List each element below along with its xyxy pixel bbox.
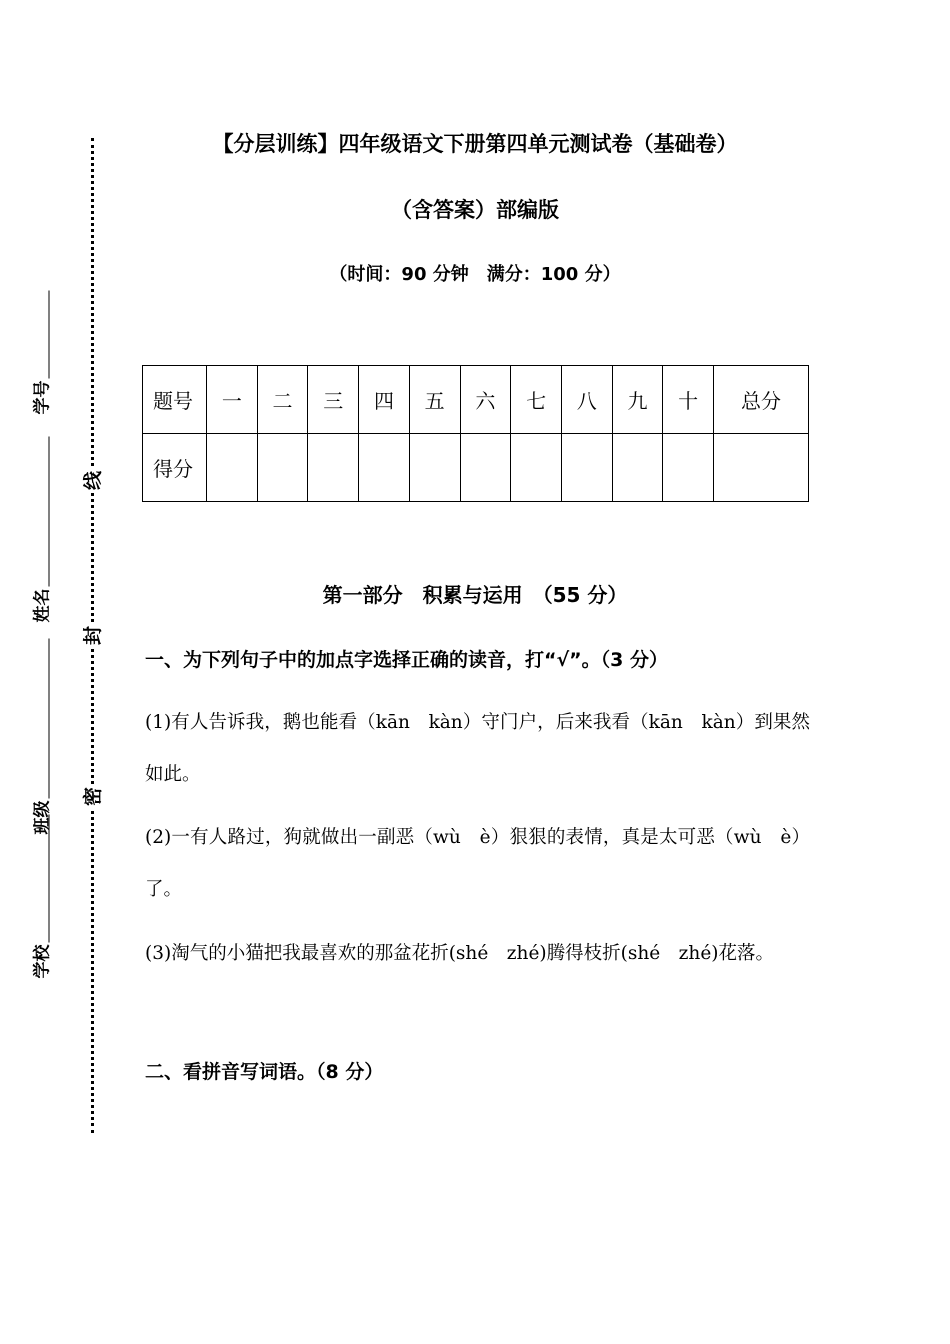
total-score-cell[interactable]: [714, 434, 809, 502]
score-table-score-row: [143, 434, 809, 502]
column-header: 二: [257, 366, 308, 434]
question-number-label: 题号: [143, 366, 207, 434]
student-id-label: 学号: [32, 380, 53, 415]
student-id-blank[interactable]: [31, 291, 50, 379]
column-header: 五: [409, 366, 460, 434]
score-table: [142, 365, 809, 502]
score-label: 得分: [143, 434, 207, 502]
binding-mark-seal: 封: [78, 624, 105, 647]
school-blank[interactable]: [31, 815, 50, 943]
column-header-total: 总分: [714, 366, 809, 434]
column-header: 六: [460, 366, 511, 434]
score-cell[interactable]: [561, 434, 612, 502]
question1-item-2: (2)一有人路过，狗就做出一副恶（wù è）狠狠的表情，真是太可恶（wù è）了。: [145, 827, 810, 900]
question1-item-1: (1)有人告诉我，鹅也能看（kān kàn）守门户，后来我看（kān kàn）到果然如此。: [145, 712, 810, 785]
score-cell[interactable]: [207, 434, 258, 502]
question2-title: 二、看拼音写词语。（8 分）: [145, 1061, 384, 1083]
column-header: 四: [359, 366, 410, 434]
column-header: 一: [207, 366, 258, 434]
name-blank[interactable]: [31, 437, 50, 587]
column-header: 三: [308, 366, 359, 434]
score-table-header-row: [143, 366, 809, 434]
page-subtitle: （含答案）部编版: [391, 198, 559, 222]
question1-title: 一、为下列句子中的加点字选择正确的读音，打“√”。（3 分）: [145, 649, 668, 671]
score-cell[interactable]: [511, 434, 562, 502]
class-blank[interactable]: [31, 639, 50, 799]
score-cell[interactable]: [612, 434, 663, 502]
school-label: 学校: [32, 944, 53, 979]
exam-info: （时间：90 分钟 满分：100 分）: [329, 264, 621, 285]
page-title: 【分层训练】四年级语文下册第四单元测试卷（基础卷）: [212, 132, 738, 156]
class-field[interactable]: [28, 639, 53, 835]
binding-mark-secret: 密: [78, 785, 105, 808]
class-label: 班级: [32, 800, 53, 835]
part1-heading: 第一部分 积累与运用 （55 分）: [322, 583, 628, 607]
score-cell[interactable]: [460, 434, 511, 502]
column-header: 十: [663, 366, 714, 434]
score-cell[interactable]: [409, 434, 460, 502]
question1-item-3: (3)淘气的小猫把我最喜欢的那盆花折(shé zhé)腾得枝折(shé zhé)花落。: [145, 943, 775, 964]
score-cell[interactable]: [257, 434, 308, 502]
school-field[interactable]: [28, 815, 53, 979]
binding-mark-line: 线: [78, 469, 105, 492]
column-header: 九: [612, 366, 663, 434]
score-cell[interactable]: [308, 434, 359, 502]
score-cell[interactable]: [359, 434, 410, 502]
score-cell[interactable]: [663, 434, 714, 502]
student-id-field[interactable]: [28, 291, 53, 415]
name-label: 姓名: [32, 588, 53, 623]
column-header: 八: [561, 366, 612, 434]
column-header: 七: [511, 366, 562, 434]
